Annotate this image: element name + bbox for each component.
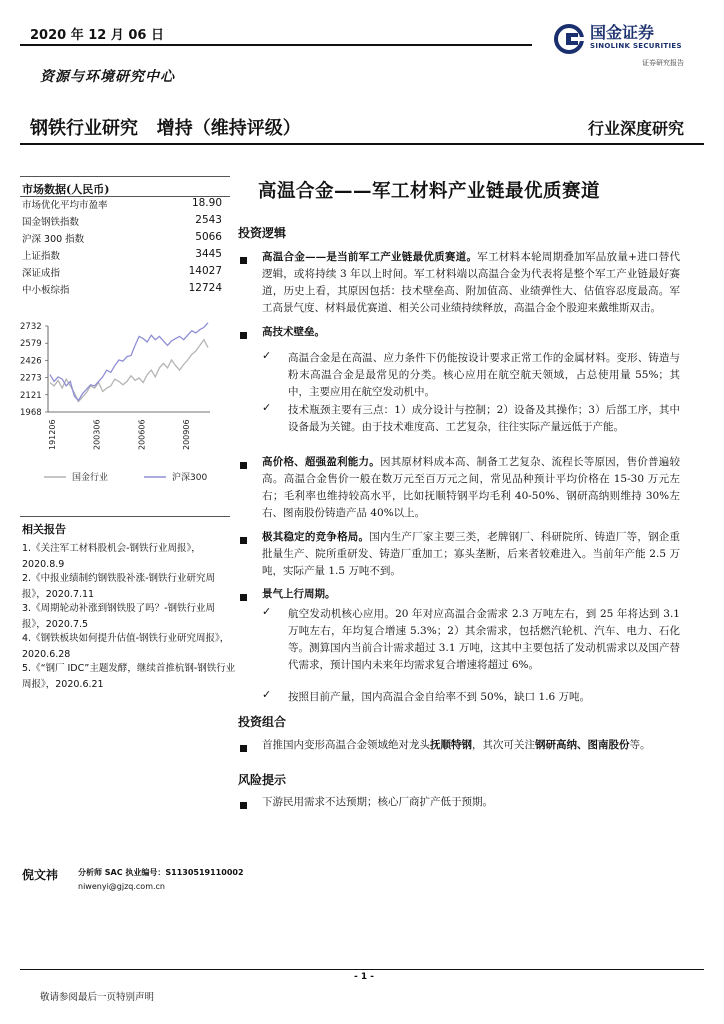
related-reports-title: 相关报告 xyxy=(22,523,66,536)
market-top-rule xyxy=(20,176,230,177)
bullet-icon xyxy=(240,537,247,544)
disclaimer: 敬请参阅最后一页特别声明 xyxy=(40,992,155,1003)
paragraph-lead: 极其稳定的竞争格局。 xyxy=(262,531,370,543)
related-report-item[interactable]: 2.《中报业绩制约钢铁股补涨-钢铁行业研究周报》，2020.7.11 xyxy=(22,573,215,600)
related-report-item[interactable]: 5.《“钢厂 IDC”主题发酵，继续首推杭钢-钢铁行业周报》，2020.6.21 xyxy=(22,663,236,690)
y-tick-label: 2579 xyxy=(20,339,42,350)
checkmark-icon: ✓ xyxy=(262,349,272,362)
logic-paragraph-3 xyxy=(262,454,680,522)
company-name-en: SINOLINK SECURITIES xyxy=(590,42,682,50)
legend-label: 国金行业 xyxy=(72,473,109,483)
market-label: 中小板综指 xyxy=(22,285,70,296)
stock-name: 钢研高纳、图南股份 xyxy=(535,739,630,751)
legend-label: 沪深300 xyxy=(172,473,208,483)
y-tick-label: 1968 xyxy=(20,408,42,418)
paragraph-text: 军工材料本轮周期叠加军品放量+进口替代逻辑，或将持续 3 年以上时间。军工材料端以高温合金为代表将是整个军工产业链最好赛道，历史上看，其原因包括：技术壁垒高、附加值高、业绩弹性大、估值容忍度最高。军工高景气度、材料最优赛道、相关公司业绩持续释放，高温合金个股迎来戴维斯双击。 xyxy=(262,251,680,314)
market-value: 2543 xyxy=(195,214,222,226)
risk-paragraph: 下游民用需求不达预期；核心厂商扩产低于预期。 xyxy=(262,796,493,808)
company-name-cn: 国金证券 xyxy=(590,23,655,42)
paragraph-lead: 景气上行周期。 xyxy=(262,588,336,600)
market-row xyxy=(22,197,222,214)
logic-paragraph-1 xyxy=(262,249,680,317)
logic-sub-point: 航空发动机核心应用。20 年对应高温合金需求 2.3 万吨左右，到 25 年将达到 3.1 万吨左右，年均复合增速 5.3%；2）其余需求，包括燃汽轮机、汽车、电力、石化等。测算国内当前合计需求超过 3.1 万吨，这其中主要包括了发动机需求以及国产替代需求，预计国内未来年均需求复合增速将超过 6%。 xyxy=(288,608,680,671)
research-center: 资源与环境研究中心 xyxy=(40,69,175,85)
market-value: 3445 xyxy=(195,248,222,260)
index-comparison-chart xyxy=(18,318,228,490)
checkmark-icon: ✓ xyxy=(262,605,272,618)
company-logo-icon xyxy=(554,24,584,54)
market-row xyxy=(22,265,222,282)
paragraph-text: 国内生产厂家主要三类，老牌钢厂、科研院所、铸造厂等，钢企重批量生产、院所重研发、铸造厂重加工；寡头垄断，后来者较难进入。当前年产能 2.5 万吨，实际产量 1.5 万吨不到。 xyxy=(262,531,681,577)
market-row xyxy=(22,214,222,231)
market-label: 国金钢铁指数 xyxy=(22,217,80,228)
logic-sub-point: 按照目前产量，国内高温合金自给率不到 50%，缺口 1.6 万吨。 xyxy=(288,691,591,703)
paragraph-lead: 高价格、超强盈利能力。 xyxy=(262,456,380,468)
analyst-info xyxy=(78,866,244,894)
x-tick-label: 200306 xyxy=(92,419,102,450)
market-value: 5066 xyxy=(195,231,222,243)
logic-sub-point: 高温合金是在高温、应力条件下仍能按设计要求正常工作的金属材料。变形、铸造与粉末高温合金是最常见的分类。核心应用在航空航天领域，占总使用量 55%；其中，主要应用在航空发动机中。 xyxy=(288,352,680,398)
analyst-name: 倪文祎 xyxy=(22,868,59,882)
market-label: 市场优化平均市盈率 xyxy=(22,200,108,211)
x-tick-label: 200606 xyxy=(137,419,147,450)
bullet-icon xyxy=(240,462,247,469)
bullet-icon xyxy=(240,802,247,809)
logic-paragraph-5 xyxy=(262,586,680,603)
market-label: 深证成指 xyxy=(22,268,61,279)
portfolio-paragraph xyxy=(262,737,680,754)
section-title-portfolio: 投资组合 xyxy=(238,715,287,729)
paragraph-text: 因其原材料成本高、制备工艺复杂、流程长等原因，售价普遍较高。高温合金售价一般在数万元至百万元之间，常见品种预计平均价格在 15-30 万元左右；毛利率也维持较高水平，比如抚顺特钢平均毛利 40-50%、钢研高纳则维持 30%左右、图南股份铸造产品 40%以上。 xyxy=(262,456,681,519)
paragraph-text: 等。 xyxy=(629,739,651,751)
market-row xyxy=(22,231,222,248)
section-title-risk: 风险提示 xyxy=(238,773,287,787)
y-tick-label: 2426 xyxy=(20,356,42,367)
checkmark-icon: ✓ xyxy=(262,401,272,414)
market-row xyxy=(22,248,222,265)
bullet-icon xyxy=(240,332,247,339)
paragraph-text: ，其次可关注 xyxy=(472,739,535,751)
analyst-email[interactable]: niwenyi@gjzq.com.cn xyxy=(78,882,166,891)
series-line-1 xyxy=(50,323,208,401)
checkmark-icon: ✓ xyxy=(262,688,272,701)
report-date: 2020 年 12 月 06 日 xyxy=(30,28,164,43)
market-data-title: 市场数据(人民币) xyxy=(22,183,110,196)
market-value: 14027 xyxy=(188,265,222,277)
market-label: 上证指数 xyxy=(22,251,61,262)
page-number: - 1 - xyxy=(354,972,374,982)
paragraph-lead: 高技术壁垒。 xyxy=(262,326,325,338)
report-title-rating: 钢铁行业研究 增持（维持评级） xyxy=(30,118,301,139)
paragraph-lead: 高温合金——是当前军工产业链最优质赛道。 xyxy=(262,251,478,263)
section-title-logic: 投资逻辑 xyxy=(238,226,287,240)
report-category-label: 证券研究报告 xyxy=(642,59,684,67)
analyst-license: 分析师 SAC 执业编号：S1130519110002 xyxy=(78,868,244,877)
market-label: 沪深 300 指数 xyxy=(22,234,85,245)
x-tick-label: 200906 xyxy=(182,419,192,450)
report-type: 行业深度研究 xyxy=(587,119,684,138)
related-report-item[interactable]: 1.《关注军工材料股机会-钢铁行业周报》，2020.8.9 xyxy=(22,543,201,570)
market-row xyxy=(22,282,222,299)
bullet-icon xyxy=(240,745,247,752)
related-report-item[interactable]: 4.《钢铁板块如何提升估值-钢铁行业研究周报》，2020.6.28 xyxy=(22,633,230,660)
related-report-item[interactable]: 3.《周期轮动补涨到钢铁股了吗？-钢铁行业周报》，2020.7.5 xyxy=(22,603,215,630)
market-value: 12724 xyxy=(188,282,222,294)
y-tick-label: 2121 xyxy=(20,390,42,401)
x-tick-label: 191206 xyxy=(48,419,57,450)
logic-sub-point: 技术瓶颈主要有三点：1）成分设计与控制；2）设备及其操作；3）后部工序，其中设备最为关键。由于技术难度高、工艺复杂，往往实际产量远低于产能。 xyxy=(288,404,680,433)
market-value: 18.90 xyxy=(191,197,222,209)
related-top-rule xyxy=(20,516,230,517)
y-tick-label: 2273 xyxy=(20,373,42,384)
main-title: 高温合金——军工材料产业链最优质赛道 xyxy=(258,181,601,202)
logic-paragraph-2 xyxy=(262,324,680,341)
logic-paragraph-4 xyxy=(262,529,680,580)
header-top-rule xyxy=(20,44,532,46)
y-tick-label: 2732 xyxy=(20,322,42,332)
footer-rule xyxy=(20,969,704,970)
header-bottom-rule xyxy=(20,143,704,145)
stock-name: 抚顺特钢 xyxy=(430,739,472,751)
bullet-icon xyxy=(240,257,247,264)
paragraph-text: 首推国内变形高温合金领域绝对龙头 xyxy=(262,739,430,751)
bullet-icon xyxy=(240,594,247,601)
